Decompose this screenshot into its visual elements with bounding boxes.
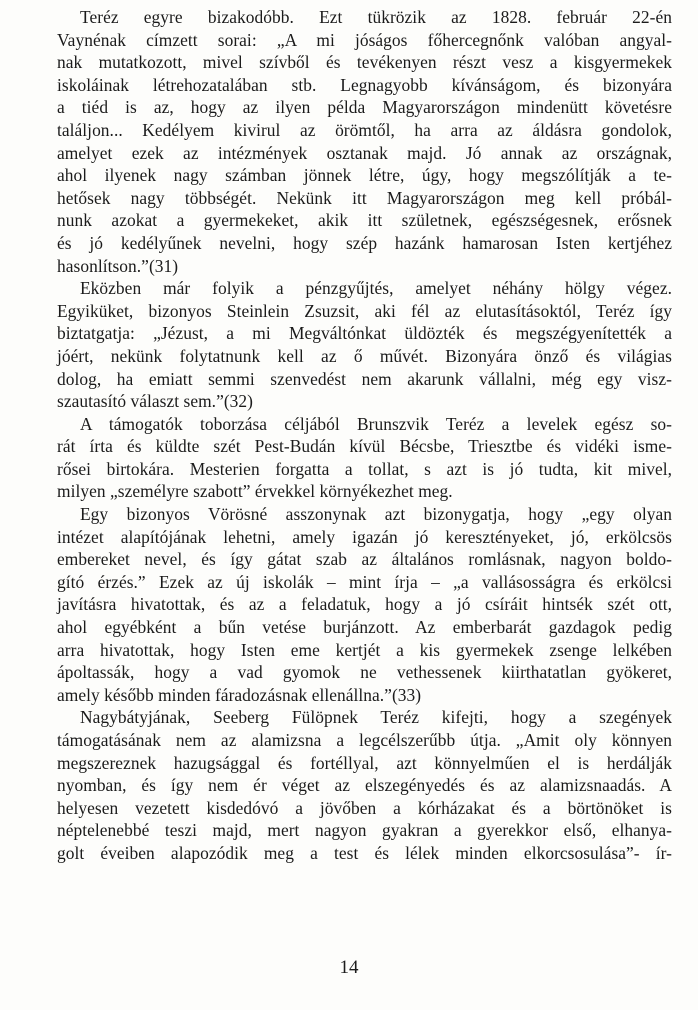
text-line: Egyiküket, bizonyos Steinlein Zsuzsit, aki fél az elutasításoktól, Teréz így (57, 300, 672, 321)
text-line: támogatásának nem az alamizsna a legcélszerűbb útja. „Amit oly könnyen (57, 730, 672, 750)
text-line: nak mutatkozott, mivel szívből és tevékenyen részt vesz a kisgyermekek (57, 52, 672, 73)
text-line: Egy bizonyos Vörösné asszonynak azt bizonygatja, hogy „egy olyan (80, 504, 672, 525)
text-line: golt éveiben alapozódik meg a test és lélek minden elkorcsosulása”- ír- (57, 842, 672, 863)
text-line: iskoláinak létrehozatalában stb. Legnagyobb kívánságom, és bizonyára (57, 74, 672, 95)
text-line: milyen „személyre szabott” érvekkel környékezhet meg. (57, 481, 453, 502)
page-number: 14 (339, 957, 359, 978)
text-line: rát írta és küldte szét Pest-Budán kívül Bécsbe, Triesztbe és vidéki isme- (57, 436, 672, 457)
text-line: nunk azokat a gyermekeket, akik itt születnek, egészségesnek, erősnek (57, 210, 672, 231)
text-line: rősei birtokára. Mesterien forgatta a tollat, s azt is jó tudta, kit mivel, (57, 458, 672, 479)
text-line: jóért, nekünk folytatnunk kell az ő művét. Bizonyára önző és világias (57, 345, 672, 366)
text-line: gító érzés.” Ezek az új iskolák – mint írja – „a vallásosságra és erkölcsi (57, 571, 672, 592)
text-line: ahol ilyenek nagy számban jönnek létre, úgy, hogy megszólítják a te- (57, 165, 672, 186)
text-line: néptelenebbé teszi majd, mert nagyon gyakran a gyerekkor első, elhanya- (57, 820, 672, 841)
text-line: a tiéd is az, hogy az ilyen példa Magyarországon mindenütt követésre (57, 97, 672, 118)
text-line: biztatgatja: „Jézust, a mi Megváltónkat üldözték és megszégyenítették a (57, 323, 672, 344)
text-line: dolog, ha emiatt semmi szenvedést nem akarunk vállalni, még egy visz- (57, 368, 672, 389)
text-line: és jó kedélyűnek nevelni, hogy szép hazánk hamarosan Isten kertjéhez (57, 232, 672, 253)
text-line: Eközben már folyik a pénzgyűjtés, amelyet néhány hölgy végez. (80, 278, 672, 299)
text-line: találjon... Kedélyem kivirul az örömtől, ha arra az áldásra gondolok, (57, 119, 672, 140)
text-line: nyomban, és így nem ér véget az elszegényedés és az alamizsnaadás. A (57, 775, 672, 796)
text-line: ápoltassák, hogy a vad gyomok ne vethessenek kiirthatatlan gyökeret, (57, 662, 672, 683)
text-line: javításra hivatottak, és az a feladatuk, hogy a jó csíráit hintsék szét ott, (57, 594, 672, 615)
body-text (57, 6, 672, 865)
text-line: amely később minden fáradozásnak ellenállna.”(33) (57, 684, 422, 705)
text-line: hasonlítson.”(31) (57, 255, 179, 276)
text-line: Teréz egyre bizakodóbb. Ezt tükrözik az 1828. február 22-én (80, 7, 672, 27)
text-line: hetősek nagy többségét. Nekünk itt Magyarországon meg kell próbál- (57, 187, 672, 208)
text-line: embereket nevel, és így gátat szab az általános romlásnak, nagyon boldo- (57, 549, 672, 570)
text-line: helyesen vezetett kisdedóvó a jövőben a kórházakat és a börtönöket is (57, 797, 672, 818)
text-line: A támogatók toborzása céljából Brunszvik Teréz a levelek egész so- (80, 413, 672, 434)
text-line: szautasító választ sem.”(32) (57, 391, 254, 412)
text-line: intézet alapítójának lehetni, amely igazán jó keresztényeket, jó, erkölcsös (57, 526, 672, 547)
text-line: ahol egyébként a bűn vetése burjánzott. Az emberbarát gazdagok pedig (57, 617, 672, 638)
text-line: arra hivatottak, hogy Isten eme kertjét a kis gyermekek zsenge lelkében (57, 639, 672, 660)
text-line: megszereznek hazugsággal és fortéllyal, azt könnyelműen el is herdálják (57, 752, 672, 773)
text-line: Nagybátyjának, Seeberg Fülöpnek Teréz kifejti, hogy a szegények (80, 707, 672, 728)
text-line: Vaynénak címzett sorai: „A mi jóságos főhercegnőnk valóban angyal- (57, 29, 672, 50)
text-line: amelyet ezek az intézmények osztanak majd. Jó annak az országnak, (57, 142, 672, 163)
